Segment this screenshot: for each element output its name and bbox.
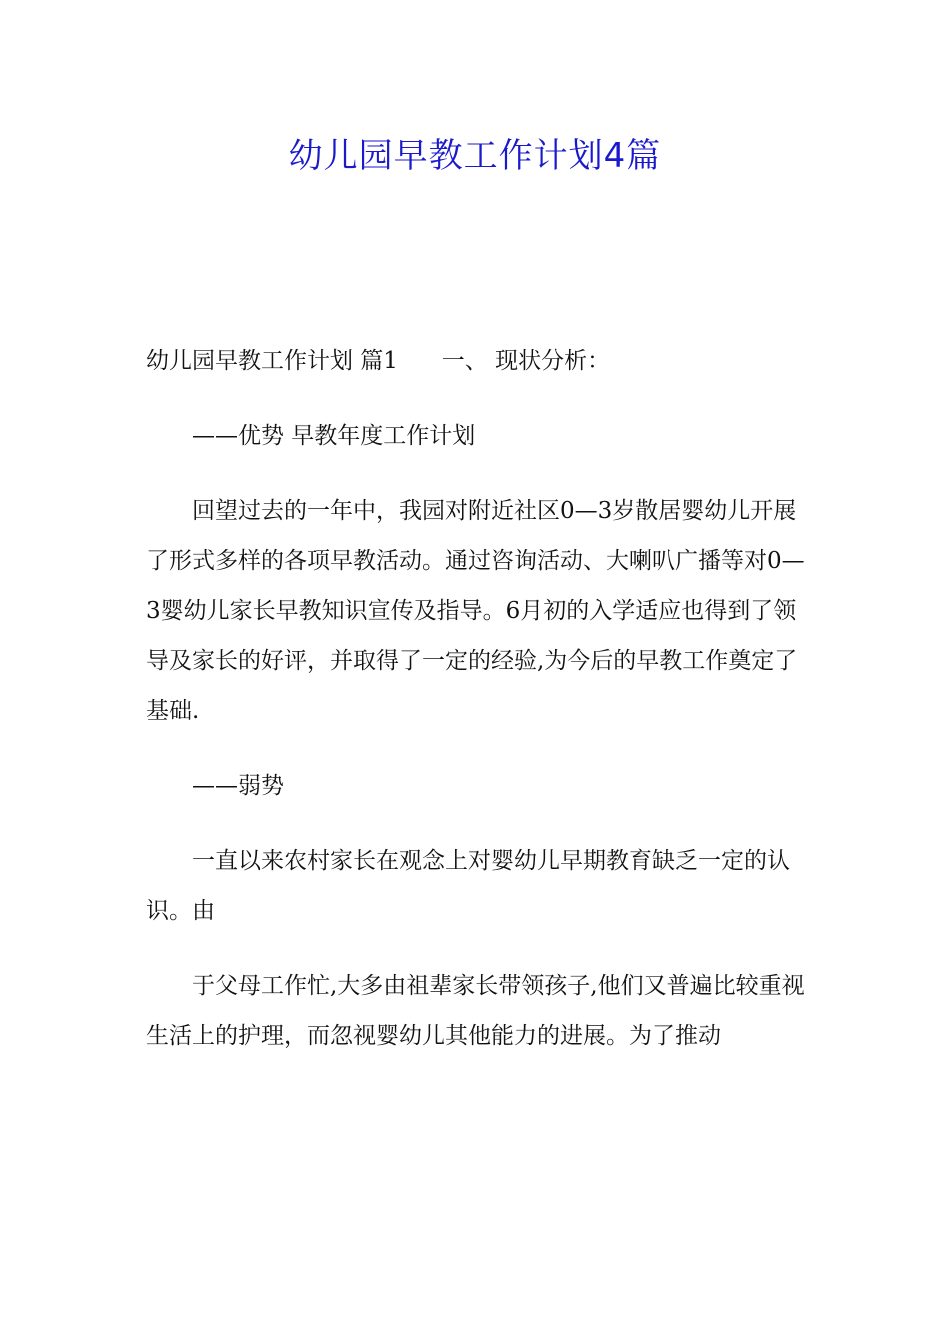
document-title: 幼儿园早教工作计划4篇 <box>288 136 662 176</box>
paragraph-weaknesses-1: 一直以来农村家长在观念上对婴幼儿早期教育缺乏一定的认识。由 <box>146 848 790 924</box>
document-body <box>146 336 808 1086</box>
paragraph-weaknesses-2: 于父母工作忙,大多由祖辈家长带领孩子,他们又普遍比较重视生活上的护理，而忽视婴幼儿其他能力的进展。为了推动 <box>146 973 805 1049</box>
paragraph-strengths: 回望过去的一年中，我园对附近社区0—3岁散居婴幼儿开展了形式多样的各项早教活动。通过咨询活动、大喇叭广播等对0—3婴幼儿家长早教知识宣传及指导。6月初的入学适应也得到了领导及家长的好评，并取得了一定的经验,为今后的早教工作奠定了基础. <box>146 498 805 724</box>
subheading-weaknesses: ——弱势 <box>192 773 284 799</box>
section-heading: 幼儿园早教工作计划 篇1 一、 现状分析： <box>146 348 611 374</box>
subheading-strengths: ——优势 早教年度工作计划 <box>192 423 476 449</box>
